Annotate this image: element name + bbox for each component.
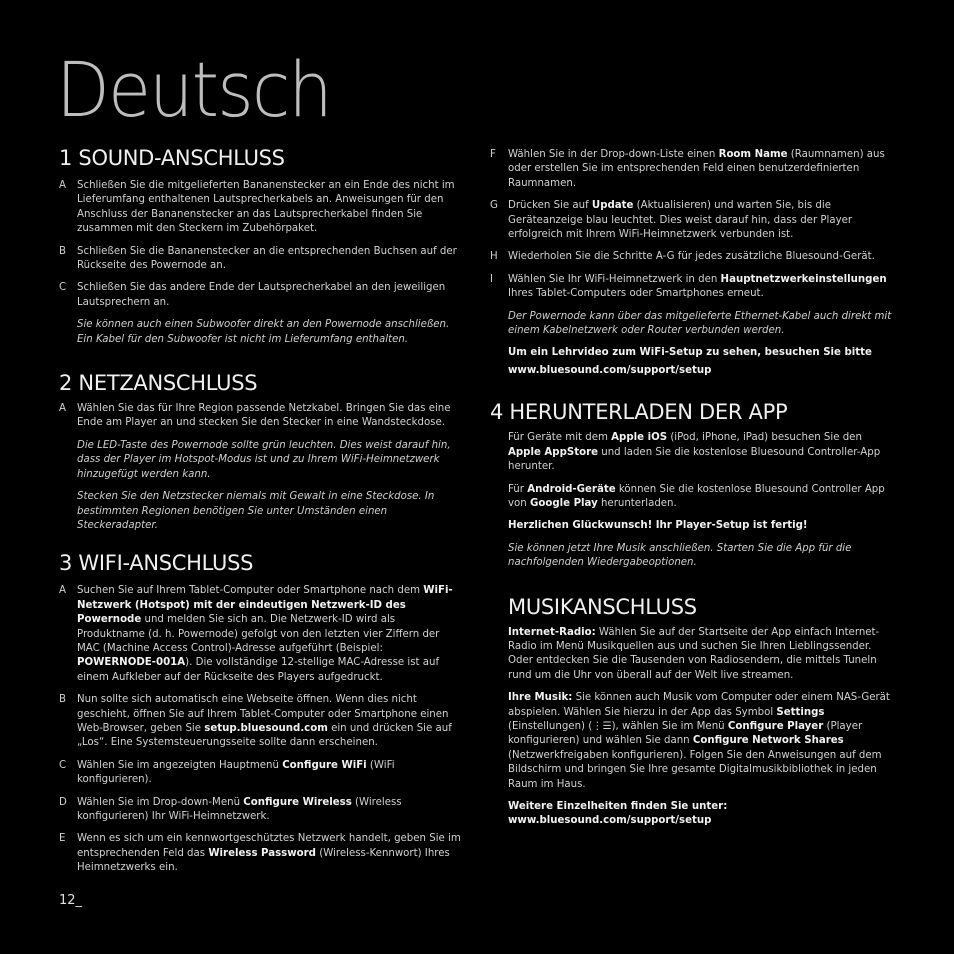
app-ios-text: Für Geräte mit dem Apple iOS (iPod, iPhone, iPad) besuchen Sie den Apple AppStore und laden Sie die kostenlose Bluesound Controller-App herunter. [508,432,881,473]
step-2a [59,402,463,431]
step-text: Suchen Sie auf Ihrem Tablet-Computer oder Smartphone nach dem WiFi-Netzwerk (Hotspot) mit der eindeutigen Netzwerk-ID des Powernode und melden Sie sich an. Die Netzwerk-ID wird als Produktname (d. h. Powernode) gefolgt von den letzten vier Ziffern der MAC (Machine Access Control)-Adresse aufgeführt (Beispiel: POWERNODE-001A). Die vollständige 12-stellige MAC-Adresse ist auf einem Aufkleber auf der Rückseite des Players aufgedruckt. [77,585,453,683]
step-text: Wählen Sie in der Drop-down-Liste einen Room Name (Raumnamen) aus oder erstellen Sie im entsprechenden Feld einen benutzerdefinierten Raumnamen. [508,149,885,189]
step-label: A [59,180,66,191]
step-text: Wählen Sie im Drop-down-Menü Configure Wireless (Wireless konfigurieren) Ihr WiFi-Heimnetzwerk. [77,796,402,822]
step-3g [490,199,892,242]
step-label: A [59,403,66,415]
step-3d [59,796,463,825]
more-info-link[interactable]: www.bluesound.com/support/setup [508,815,712,827]
step-text: Schließen Sie das andere Ende der Lautsprecherkabel an den jeweiligen Lautsprechern an. [77,282,446,308]
step-text: Schließen Sie die mitgelieferten Bananenstecker an ein Ende des nicht im Lieferumfang enthaltenen Lautsprecherkabels an. Anweisungen für den Anschluss der Bananenstecker an das Lautsprecherkabel finden Sie zusammen mit den Steckern im Zubehörpaket. [77,180,455,235]
note-subwoofer: Sie können auch einen Subwoofer direkt an den Powernode anschließen. Ein Kabel für den Subwoofer ist nicht im Lieferumfang enthalten. [77,319,450,345]
step-text: Wählen Sie Ihr WiFi-Heimnetzwerk in den Hauptnetzwerkeinstellungen Ihres Tablet-Computers oder Smartphones erneut. [508,273,887,300]
step-3h [490,250,892,264]
note-connect-music: Sie können jetzt Ihre Musik anschließen. Starten Sie die App für die nachfolgenden Wiedergabeoptionen. [508,542,852,569]
step-text: Wiederholen Sie die Schritte A-G für jedes zusätzliche Bluesound-Gerät. [508,251,875,263]
step-label: I [490,273,494,285]
note-ethernet: Der Powernode kann über das mitgelieferte Ethernet-Kabel auch direkt mit einem Kabelnetzwerk oder Router verbunden werden. [508,310,892,337]
step-label: C [59,759,67,771]
step-label: E [59,833,66,845]
section-heading-power: 2 NETZANSCHLUSS [59,371,258,396]
step-3e [59,832,463,875]
settings-icon: ⋮☰ [592,720,612,732]
step-label: H [490,251,498,263]
step-3f [490,148,892,191]
left-column [59,148,463,876]
step-label: A [59,585,66,597]
step-3a [59,584,463,685]
step-text: Drücken Sie auf Update (Aktualisieren) und warten Sie, bis die Geräteanzeige blau leuchtet. Dies weist darauf hin, dass der Player erfolgreich mit Ihrem WiFi-Heimnetzwerk verbunden ist. [508,200,853,241]
note-plug: Stecken Sie den Netzstecker niemals mit Gewalt in eine Steckdose. In bestimmten Regionen benötigen Sie unter Umständen einen Steckeradapter. [77,491,435,531]
more-info-text: Weitere Einzelheiten finden Sie unter: [508,801,728,812]
step-label: D [59,796,67,808]
section-heading-wifi: 3 WIFI-ANSCHLUSS [59,551,254,576]
step-text: Wählen Sie im angezeigten Hauptmenü Configure WiFi (WiFi konfigurieren). [77,759,395,786]
section-heading-music: MUSIKANSCHLUSS [508,594,697,619]
step-text: Nun sollte sich automatisch eine Webseite öffnen. Wenn dies nicht geschieht, öffnen Sie auf Ihrem Tablet-Computer oder Smartphone einen Web-Browser, geben Sie setup.bluesound.com ein und drücken Sie auf „Los“. Eine Systemsteuerungsseite sollte dann erscheinen. [77,694,452,749]
section-heading-app: 4 HERUNTERLADEN DER APP [490,400,788,425]
section-heading-sound: 1 SOUND-ANSCHLUSS [59,146,285,170]
step-label: B [59,694,66,706]
step-text: Wählen Sie das für Ihre Region passende Netzkabel. Bringen Sie das eine Ende am Player an und stecken Sie den Stecker in eine Wandsteckdose. [77,403,451,429]
right-column [490,148,892,829]
step-text: Wenn es sich um ein kennwortgeschütztes Netzwerk handelt, geben Sie im entsprechenden Feld das Wireless Password (Wireless-Kennwort) Ihres Heimnetzwerks ein. [77,833,461,874]
step-3b [59,693,463,751]
your-music-text: Ihre Musik: Sie können auch Musik vom Computer oder einem NAS-Gerät abspielen. Wählen Sie hierzu in der App das Symbol Settings (Einstellungen) (⋮☰), wählen Sie im Menü Configure Player (Player konfigurieren) und wählen Sie dann Configure Network Shares (Netzwerkfreigaben konfigurieren). Folgen Sie den Anweisungen auf dem Bildschirm und bringen Sie Ihre gesamte Digitalmusikbibliothek in jeden Raum im Haus. [508,692,890,790]
page-number: 12_ [59,893,83,908]
step-1b [59,245,463,274]
step-label: G [490,200,498,212]
note-led: Die LED-Taste des Powernode sollte grün leuchten. Dies weist darauf hin, dass der Player im Hotspot-Modus ist und zu Ihrem WiFi-Heimnetzwerk hinzugefügt werden kann. [77,439,451,480]
video-text: Um ein Lehrvideo zum WiFi-Setup zu sehen, besuchen Sie bitte [508,347,872,359]
internet-radio-text: Internet-Radio: Wählen Sie auf der Startseite der App einfach Internet-Radio im Menü Musikquellen aus und suchen Sie Ihren Lieblingssender. Oder entdecken Sie die Tausenden von Radiosendern, die mittels Tuneln rund um die Uhr von überall auf der Welt live streamen. [508,626,880,681]
step-label: C [59,282,67,294]
step-1c [59,281,463,310]
step-3c [59,759,463,788]
app-android-text: Für Android-Geräte können Sie die kostenlose Bluesound Controller App von Google Play herunterladen. [508,483,885,509]
video-link[interactable]: www.bluesound.com/support/setup [508,364,712,376]
step-1a [59,179,463,237]
step-label: B [59,245,66,257]
step-label: F [490,149,496,160]
step-3i [490,273,892,302]
congrats-text: Herzlichen Glückwunsch! Ihr Player-Setup ist fertig! [508,520,808,532]
page-title: Deutsch [56,45,331,134]
step-text: Schließen Sie die Bananenstecker an die entsprechenden Buchsen auf der Rückseite des Powernode an. [77,245,457,272]
